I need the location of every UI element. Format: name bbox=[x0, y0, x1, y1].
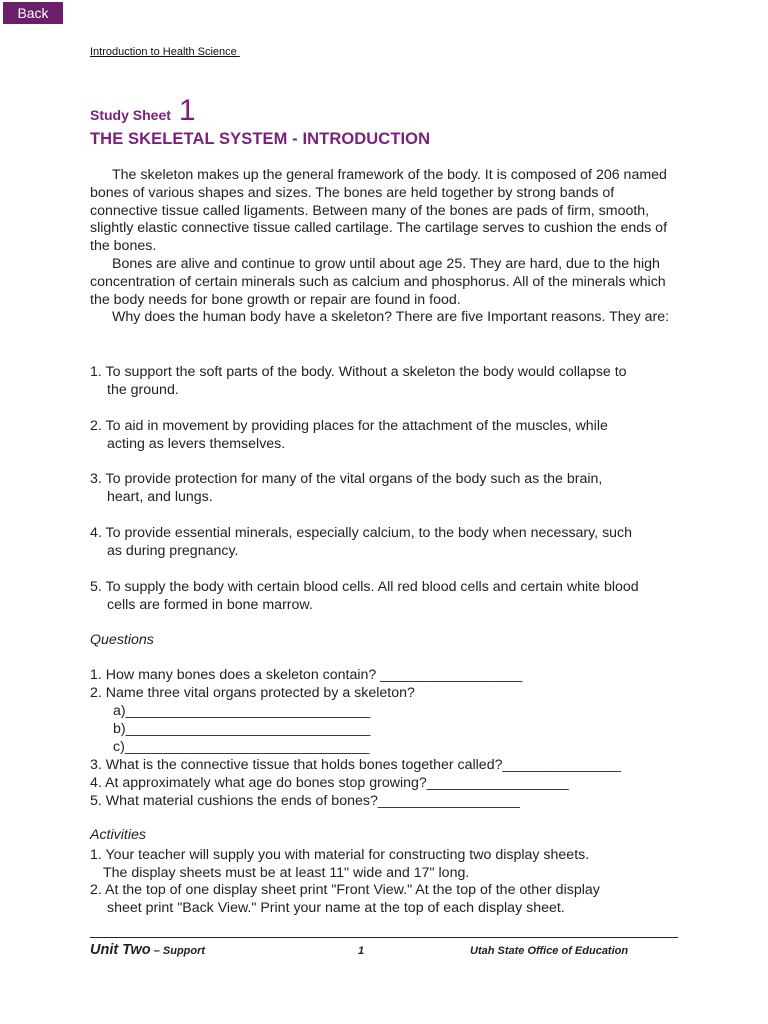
study-sheet-number: 1 bbox=[178, 94, 196, 127]
question-2-answer-b: b)_______________________________ bbox=[113, 721, 371, 737]
study-sheet-label: Study Sheet bbox=[90, 107, 171, 123]
question-2-answer-c: c)_______________________________ bbox=[113, 739, 370, 755]
reason-text: To support the soft parts of the body. Without a skeleton the body would collapse to bbox=[105, 364, 627, 380]
question-2-answer-a: a)_______________________________ bbox=[113, 703, 371, 719]
activity-2-cont: sheet print "Back View." Print your name at the top of each display sheet. bbox=[107, 900, 565, 916]
footer-organization: Utah State Office of Education bbox=[470, 945, 629, 957]
footer-unit-title: Unit Two bbox=[90, 942, 151, 958]
back-button[interactable]: Back bbox=[3, 2, 63, 24]
reason-text: To aid in movement by providing places for the attachment of the muscles, while bbox=[105, 418, 608, 434]
reason-item bbox=[90, 579, 690, 615]
reason-number: 4. bbox=[90, 525, 106, 541]
activity-1-cont: The display sheets must be at least 11" wide and 17" long. bbox=[103, 865, 470, 881]
reason-text: To provide protection for many of the vital organs of the body such as the brain, bbox=[105, 471, 603, 487]
activity-1: 1. Your teacher will supply you with material for constructing two display sheets. bbox=[90, 847, 590, 863]
intro-text bbox=[90, 167, 682, 327]
question-5: 5. What material cushions the ends of bones?__________________ bbox=[90, 793, 520, 809]
reason-text-cont: acting as levers themselves. bbox=[107, 435, 286, 452]
reason-number: 2. bbox=[90, 418, 106, 434]
footer-unit-subtitle: – Support bbox=[150, 945, 206, 957]
question-4: 4. At approximately what age do bones stop growing?__________________ bbox=[90, 775, 569, 791]
activity-2: 2. At the top of one display sheet print "Front View." At the top of the other display bbox=[90, 882, 600, 898]
questions-heading: Questions bbox=[90, 632, 154, 648]
reason-number: 1. bbox=[90, 364, 106, 380]
activities-heading: Activities bbox=[90, 827, 146, 843]
footer-unit bbox=[90, 942, 205, 958]
page-title: THE SKELETAL SYSTEM - INTRODUCTION bbox=[90, 130, 431, 148]
reason-item bbox=[90, 418, 690, 454]
intro-paragraph-2: Bones are alive and continue to grow until about age 25. They are hard, due to the high concentration of certain minerals such as calcium and phosphorus. All of the minerals which the body needs for bone growth or repair are found in food. bbox=[90, 255, 666, 308]
reason-text-cont: heart, and lungs. bbox=[107, 488, 213, 505]
reason-number: 3. bbox=[90, 471, 106, 487]
question-3: 3. What is the connective tissue that holds bones together called?_______________ bbox=[90, 757, 621, 773]
reason-text: To provide essential minerals, especially calcium, to the body when necessary, such bbox=[105, 525, 633, 541]
study-sheet-heading bbox=[90, 94, 196, 128]
reason-item bbox=[90, 364, 690, 400]
reason-text-cont: as during pregnancy. bbox=[107, 542, 239, 559]
footer-page-number: 1 bbox=[358, 945, 365, 957]
reason-text: To supply the body with certain blood cells. All red blood cells and certain white blood bbox=[105, 579, 639, 595]
course-title: Introduction to Health Science bbox=[90, 46, 240, 58]
question-2: 2. Name three vital organs protected by a skeleton? bbox=[90, 685, 415, 701]
footer-divider bbox=[90, 937, 678, 938]
reason-item bbox=[90, 471, 690, 507]
reason-text-cont: the ground. bbox=[107, 381, 179, 398]
reason-item bbox=[90, 525, 690, 561]
intro-paragraph-3: Why does the human body have a skeleton? There are five Important reasons. They are: bbox=[112, 309, 670, 326]
reason-text-cont: cells are formed in bone marrow. bbox=[107, 596, 313, 613]
question-1: 1. How many bones does a skeleton contain? __________________ bbox=[90, 667, 523, 683]
reason-number: 5. bbox=[90, 579, 106, 595]
intro-paragraph-1: The skeleton makes up the general framework of the body. It is composed of 206 named bones of various shapes and sizes. The bones are held together by strong bands of connective tissue called ligaments. Between many of the bones are pads of firm, smooth, slightly elastic connective tissue called cartilage. The cartilage serves to cushion the ends of the bones. bbox=[90, 167, 668, 255]
